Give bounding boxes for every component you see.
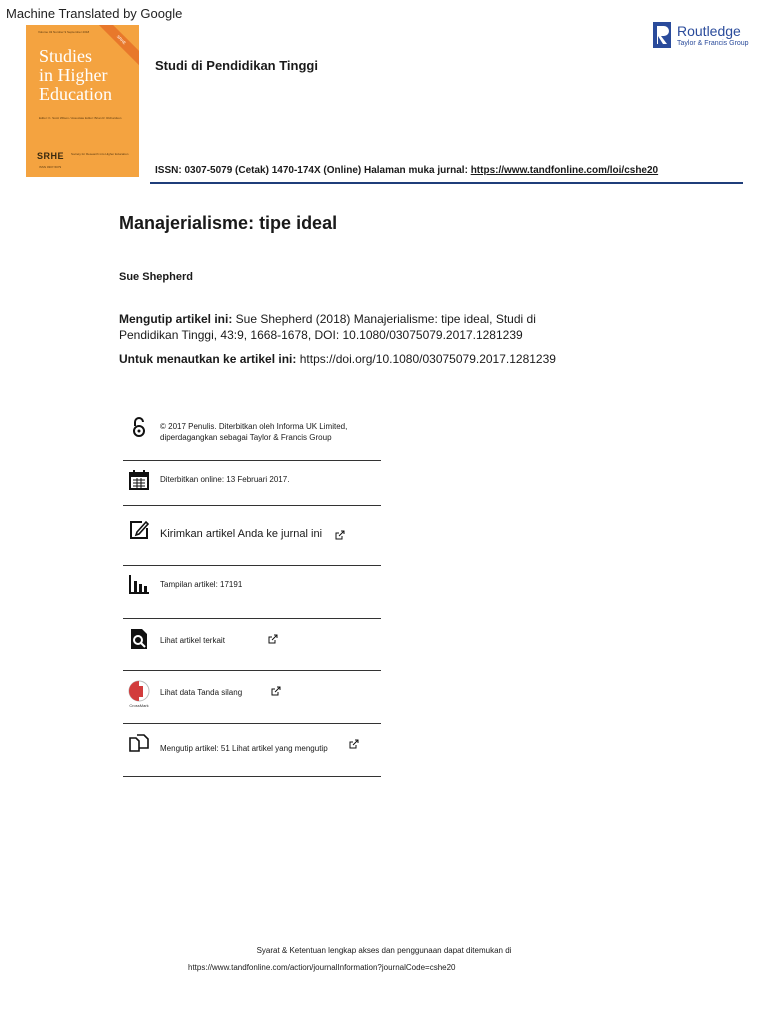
article-title: Manajerialisme: tipe ideal — [119, 213, 338, 233]
calendar-icon — [128, 469, 150, 491]
citation-text: Sue Shepherd (2018) Manajerialisme: tipe ideal, Studi di Pendidikan Tinggi, 43:9, 1668-1678, DOI: 10.1080/03075079.2017.1281239 — [119, 312, 536, 342]
citation — [119, 311, 589, 343]
cover-editors: Editor: K. Scott Wilson / Associate Editor: Brian R. Richardson — [39, 116, 122, 120]
terms-text: Syarat & Ketentuan lengkap akses dan penggunaan dapat ditemukan di — [256, 946, 512, 955]
external-link-icon[interactable] — [271, 686, 281, 696]
citing-articles-icon — [128, 733, 150, 755]
submit-article-link[interactable]: Kirimkan artikel Anda ke jurnal ini — [160, 528, 323, 540]
issn-text: ISSN: 0307-5079 (Cetak) 1470-174X (Online) Halaman muka jurnal: — [155, 165, 471, 176]
panel-row-published — [123, 460, 381, 506]
panel-row-citing[interactable] — [123, 723, 381, 777]
routledge-logo-icon — [653, 22, 671, 48]
crossmark-link[interactable]: Lihat data Tanda silang — [160, 688, 243, 697]
issn-line — [155, 165, 658, 176]
article-link-line — [119, 352, 556, 366]
published-date: Diterbitkan online: 13 Februari 2017. — [160, 475, 290, 484]
machine-translation-banner: Machine Translated by Google — [6, 6, 183, 21]
crossmark-label: CrossMark — [129, 703, 149, 708]
panel-row-open-access — [123, 410, 381, 461]
publisher-subtitle: Taylor & Francis Group — [677, 40, 749, 47]
external-link-icon[interactable] — [335, 530, 345, 540]
cover-issn: ISSN 0307-5079 — [39, 165, 62, 169]
cover-ribbon: SRHE — [95, 25, 139, 66]
panel-row-related[interactable] — [123, 618, 381, 671]
srhe-logo: SRHE — [37, 151, 65, 161]
panel-row-crossmark[interactable] — [123, 670, 381, 724]
citing-articles-link[interactable]: Mengutip artikel: 51 Lihat artikel yang mengutip — [160, 744, 328, 753]
article-doi-link[interactable]: https://doi.org/10.1080/03075079.2017.1281239 — [296, 352, 556, 366]
citation-label: Mengutip artikel ini: — [119, 312, 233, 326]
external-link-icon[interactable] — [349, 739, 359, 749]
bar-chart-icon — [128, 573, 150, 595]
srhe-subtitle: Society for Research into Higher Education — [71, 152, 129, 156]
cover-volume-info: Volume 43 Number 9 September 2018 — [38, 30, 90, 34]
article-link-label: Untuk menautkan ke artikel ini: — [119, 352, 297, 366]
related-articles-link[interactable]: Lihat artikel terkait — [160, 636, 225, 645]
publisher-name: Routledge — [677, 23, 741, 39]
journal-title: Studi di Pendidikan Tinggi — [155, 58, 318, 73]
panel-row-views — [123, 565, 381, 619]
journal-cover[interactable] — [26, 25, 139, 177]
crossmark-icon — [126, 680, 152, 708]
header-divider — [150, 182, 743, 184]
edit-icon — [128, 519, 150, 541]
related-search-icon — [128, 628, 150, 650]
external-link-icon[interactable] — [268, 634, 278, 644]
cover-title: Studies in Higher Education — [39, 46, 112, 104]
terms-link[interactable]: https://www.tandfonline.com/action/journalInformation?journalCode=cshe20 — [188, 963, 456, 972]
copyright-text: © 2017 Penulis. Diterbitkan oleh Informa UK Limited, diperdagangkan sebagai Taylor & Francis Group — [160, 422, 348, 442]
open-access-icon — [128, 416, 150, 438]
article-views: Tampilan artikel: 17191 — [160, 580, 243, 589]
panel-row-submit[interactable] — [123, 505, 381, 566]
journal-homepage-link[interactable]: https://www.tandfonline.com/loi/cshe20 — [470, 165, 659, 176]
article-author: Sue Shepherd — [119, 271, 193, 283]
